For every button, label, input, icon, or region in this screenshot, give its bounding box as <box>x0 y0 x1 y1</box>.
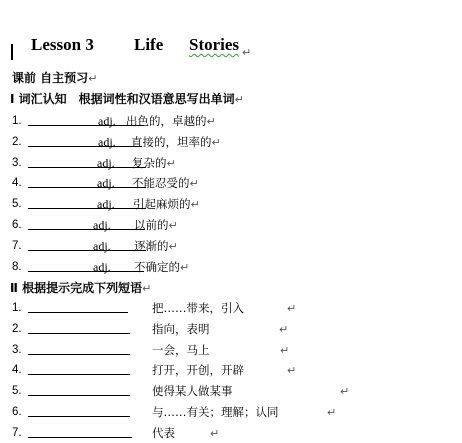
chinese-meaning <box>134 217 178 234</box>
paragraph-mark-icon: ↵ <box>88 72 98 85</box>
answer-blank[interactable] <box>28 250 146 251</box>
item-number: 5. <box>12 198 22 210</box>
meaning-text: 以前的 <box>134 218 169 232</box>
section1-heading-text: Ⅰ 词汇认知 根据词性和汉语意思写出单词 <box>10 92 235 106</box>
paragraph-mark-icon: ↵ <box>279 323 289 336</box>
item-number: 6. <box>12 406 22 418</box>
section2-heading <box>10 280 151 296</box>
meaning-text: 直接的，坦率的 <box>131 135 212 149</box>
part-of-speech: adj. <box>93 260 111 274</box>
answer-blank[interactable] <box>28 437 132 438</box>
paragraph-mark-icon: ↵ <box>206 115 216 128</box>
answer-blank[interactable] <box>28 271 144 272</box>
part-of-speech: adj. <box>97 176 115 190</box>
preview-heading-text: 课前 自主预习 <box>12 71 89 85</box>
paragraph-mark-icon: ↵ <box>287 364 297 377</box>
chinese-meaning: 与……有关；理解；认同 <box>152 405 279 419</box>
chinese-meaning <box>126 113 216 130</box>
item-number: 6. <box>12 219 22 231</box>
answer-blank[interactable] <box>28 312 128 313</box>
paragraph-mark-icon: ↵ <box>211 136 221 149</box>
chinese-meaning <box>134 238 178 255</box>
answer-blank[interactable] <box>28 416 130 417</box>
meaning-text: 逐渐的 <box>134 239 169 253</box>
chinese-meaning: 把……带来，引入 <box>152 301 244 315</box>
chinese-meaning <box>132 155 176 172</box>
item-number: 4. <box>12 364 22 376</box>
paragraph-mark-icon: ↵ <box>189 177 199 190</box>
item-number: 4. <box>12 177 22 189</box>
answer-blank[interactable] <box>28 395 130 396</box>
item-number: 1. <box>12 302 22 314</box>
answer-blank[interactable] <box>28 187 146 188</box>
item-number: 7. <box>12 427 22 439</box>
paragraph-mark-icon: ↵ <box>210 427 220 440</box>
chinese-meaning <box>132 175 199 192</box>
answer-blank[interactable] <box>28 354 130 355</box>
part-of-speech: adj. <box>93 218 111 232</box>
answer-blank[interactable] <box>28 374 130 375</box>
answer-blank[interactable] <box>28 229 144 230</box>
chinese-meaning: 一会，马上 <box>152 343 210 357</box>
meaning-text: 不能忍受的 <box>132 176 190 190</box>
answer-blank[interactable] <box>28 167 146 168</box>
text-cursor <box>11 44 13 60</box>
meaning-text: 出色的，卓越的 <box>126 114 207 128</box>
paragraph-mark-icon: ↵ <box>340 385 350 398</box>
answer-blank[interactable] <box>28 146 142 147</box>
paragraph-mark-icon: ↵ <box>327 406 337 419</box>
paragraph-mark-icon: ↵ <box>280 344 290 357</box>
meaning-text: 引起麻烦的 <box>133 197 191 211</box>
paragraph-mark-icon: ↵ <box>168 240 178 253</box>
part-of-speech: adj. <box>97 156 115 170</box>
item-number: 3. <box>12 344 22 356</box>
item-number: 2. <box>12 136 22 148</box>
section1-heading <box>10 91 244 107</box>
item-number: 7. <box>12 240 22 252</box>
chinese-meaning <box>133 196 200 213</box>
lesson-name-part2: Stories <box>189 35 240 54</box>
part-of-speech: adj. <box>93 239 111 253</box>
part-of-speech: adj. <box>98 114 116 128</box>
item-number: 3. <box>12 157 22 169</box>
paragraph-mark-icon: ↵ <box>287 302 297 315</box>
paragraph-mark-icon: ↵ <box>234 93 244 106</box>
paragraph-mark-icon: ↵ <box>142 282 152 295</box>
answer-blank[interactable] <box>28 333 130 334</box>
lesson-name-part1: Life <box>134 35 164 54</box>
item-number: 2. <box>12 323 22 335</box>
lesson-number: Lesson 3 <box>31 35 94 54</box>
item-number: 5. <box>12 385 22 397</box>
chinese-meaning: 代表 <box>152 426 175 440</box>
meaning-text: 复杂的 <box>132 156 167 170</box>
paragraph-mark-icon: ↵ <box>242 46 252 59</box>
meaning-text: 不确定的 <box>134 260 180 274</box>
paragraph-mark-icon: ↵ <box>190 198 200 211</box>
item-number: 1. <box>12 115 22 127</box>
item-number: 8. <box>12 261 22 273</box>
chinese-meaning: 使得某人做某事 <box>152 384 233 398</box>
preview-heading <box>12 70 97 86</box>
chinese-meaning: 打开，开创，开辟 <box>152 363 244 377</box>
answer-blank[interactable] <box>28 208 146 209</box>
part-of-speech: adj. <box>97 197 115 211</box>
paragraph-mark-icon: ↵ <box>168 219 178 232</box>
chinese-meaning <box>131 134 221 151</box>
part-of-speech: adj. <box>98 135 116 149</box>
paragraph-mark-icon: ↵ <box>166 157 176 170</box>
paragraph-mark-icon: ↵ <box>180 261 190 274</box>
chinese-meaning: 指向，表明 <box>152 322 210 336</box>
section2-heading-text: Ⅱ 根据提示完成下列短语 <box>10 281 143 295</box>
chinese-meaning <box>134 259 189 276</box>
